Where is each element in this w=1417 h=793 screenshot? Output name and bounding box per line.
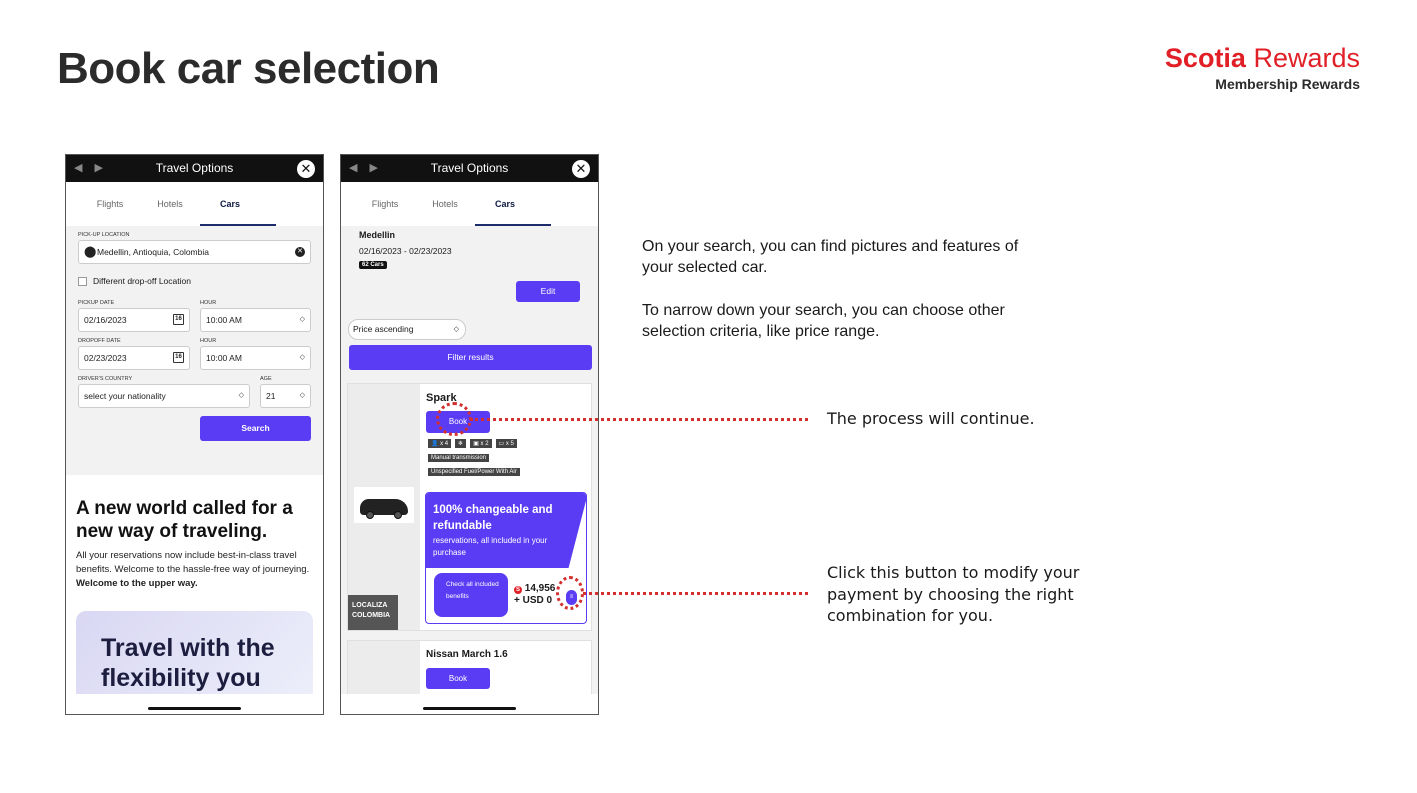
price-block [514,583,555,607]
benefits-subtitle: reservations, all included in your purchase [433,536,548,557]
car-photo [354,487,414,523]
pickup-location-label: PICK-UP LOCATION [78,232,130,238]
brand-name-rest: Rewards [1245,43,1360,73]
phone-car-results [340,154,599,715]
travel-tabs [341,182,598,226]
home-indicator [423,707,516,710]
dropoff-hour-label: HOUR [200,338,217,344]
promo-body [76,549,313,591]
promo-body-bold: Welcome to the upper way. [76,578,198,589]
nav-arrows-icon[interactable]: ◀▶ [74,162,115,174]
intro-text-filters: To narrow down your search, you can choose other selection criteria, like price range. [642,302,1005,340]
select-arrows-icon: ◇ [453,326,459,333]
feature-fuel: Unspecified Fuel/Power With Air [428,468,520,476]
feature-transmission: Manual transmission [428,454,489,462]
different-dropoff-label: Different drop-off Location [93,276,191,286]
tab-cars[interactable]: Cars [200,182,260,226]
age-value: 21 [266,391,276,401]
slide-title: Book car selection [57,44,440,93]
callout-line-payment [583,592,808,595]
callout-book-text: The process will continue. [827,409,1035,428]
dropoff-date-input[interactable] [78,346,190,370]
pickup-date-input[interactable] [78,308,190,332]
promo-title: A new world called for a new way of traveling. [76,498,293,542]
dropoff-hour-value: 10:00 AM [206,353,242,363]
cars-count-badge: 62 Cars [359,261,387,269]
age-label: AGE [260,376,272,382]
tab-cars[interactable]: Cars [475,182,535,226]
select-arrows-icon: ◇ [238,392,244,399]
country-select[interactable] [78,384,250,408]
travel-tabs [66,182,323,226]
car-wheel [394,511,402,519]
pickup-date-label: PICKUP DATE [78,300,115,306]
car-image-panel [348,641,420,699]
sort-value: Price ascending [353,324,414,334]
feature-bags-value: x 2 [480,441,489,447]
benefits-title: 100% changeable and refundable [433,504,553,532]
brand-name-strong: Scotia [1164,43,1246,73]
select-arrows-icon: ◇ [299,316,305,323]
tab-hotels[interactable]: Hotels [432,199,458,209]
promo-section [66,467,323,697]
calendar-icon[interactable]: 16 [173,352,184,363]
search-dates: 02/16/2023 - 02/23/2023 [359,246,452,256]
check-benefits-button[interactable]: Check all included benefits [434,573,508,617]
bottom-strip [66,694,323,714]
phone-search-form [65,154,324,715]
select-arrows-icon: ◇ [299,354,305,361]
calendar-icon[interactable]: 16 [173,314,184,325]
dropoff-date-label: DROPOFF DATE [78,338,121,344]
feature-doors-value: x 5 [505,441,514,447]
car-card [347,640,592,700]
price-usd: + USD 0 [514,595,553,606]
country-label: DRIVER'S COUNTRY [78,376,133,382]
search-button[interactable]: Search [200,416,311,441]
close-icon[interactable]: ✕ [297,160,315,178]
promo-card[interactable]: Travel with the flexibility you [76,611,313,715]
callout-payment-text: Click this button to modify your payment by choosing the right combination for you. [827,563,1080,625]
app-top-bar [341,155,598,182]
app-top-bar [66,155,323,182]
bottom-strip [341,694,598,714]
payment-slider-icon[interactable]: ≡ [566,590,577,605]
close-icon[interactable]: ✕ [572,160,590,178]
pickup-location-value: Medellin, Antioquia, Colombia [97,247,209,257]
book-button[interactable]: Book [426,668,490,689]
feature-doors: ▭ x 5 [496,439,517,448]
country-placeholder: select your nationality [84,391,166,401]
tab-flights[interactable]: Flights [96,199,124,209]
pickup-date-value: 02/16/2023 [84,315,127,325]
pickup-hour-value: 10:00 AM [206,315,242,325]
brand-subtitle: Membership Rewards [1215,76,1360,92]
car-features [428,439,517,448]
dropoff-date-value: 02/23/2023 [84,353,127,363]
car-name: Spark [426,392,457,404]
feature-ac-icon: ❄ [455,439,466,448]
sort-select[interactable] [348,319,466,340]
different-dropoff-checkbox[interactable] [78,277,87,286]
promo-body-text: All your reservations now include best-in-class travel benefits. Welcome to the hassle-free way of journeying. [76,550,310,575]
car-wheel [366,511,374,519]
feature-seats-value: x 4 [440,441,449,447]
app-title: Travel Options [430,161,509,175]
clear-icon[interactable]: ✕ [295,247,305,257]
edit-button[interactable]: Edit [516,281,580,302]
age-select[interactable] [260,384,311,408]
intro-text-pictures: On your search, you can find pictures and features of your selected car. [642,238,1019,276]
feature-seats: 👤 x 4 [428,439,451,448]
app-title: Travel Options [155,161,234,175]
tab-flights[interactable]: Flights [371,199,399,209]
location-pin-icon: ⬤ [84,246,97,258]
pickup-location-input[interactable] [78,240,311,264]
callout-ring-book [436,402,472,436]
callout-ring-payment [556,576,584,610]
callout-line-book [470,418,808,421]
filter-results-button[interactable]: Filter results [349,345,592,370]
brand-logo [1165,44,1360,92]
car-image-panel [348,384,420,630]
book-button[interactable]: Book [426,411,490,433]
home-indicator [148,707,241,710]
tab-hotels[interactable]: Hotels [157,199,183,209]
points-icon: S [515,587,520,593]
dropoff-hour-select[interactable] [200,346,311,370]
different-dropoff-row[interactable] [78,276,311,286]
pickup-hour-select[interactable] [200,308,311,332]
car-name: Nissan March 1.6 [426,649,508,660]
pickup-hour-label: HOUR [200,300,217,306]
select-arrows-icon: ◇ [299,392,305,399]
search-city: Medellin [359,230,396,240]
vendor-label: LOCALIZA COLOMBIA [348,595,398,630]
price-points: 14,956 [524,583,556,594]
feature-bags: ▣ x 2 [470,439,491,448]
nav-arrows-icon[interactable]: ◀▶ [349,162,390,174]
